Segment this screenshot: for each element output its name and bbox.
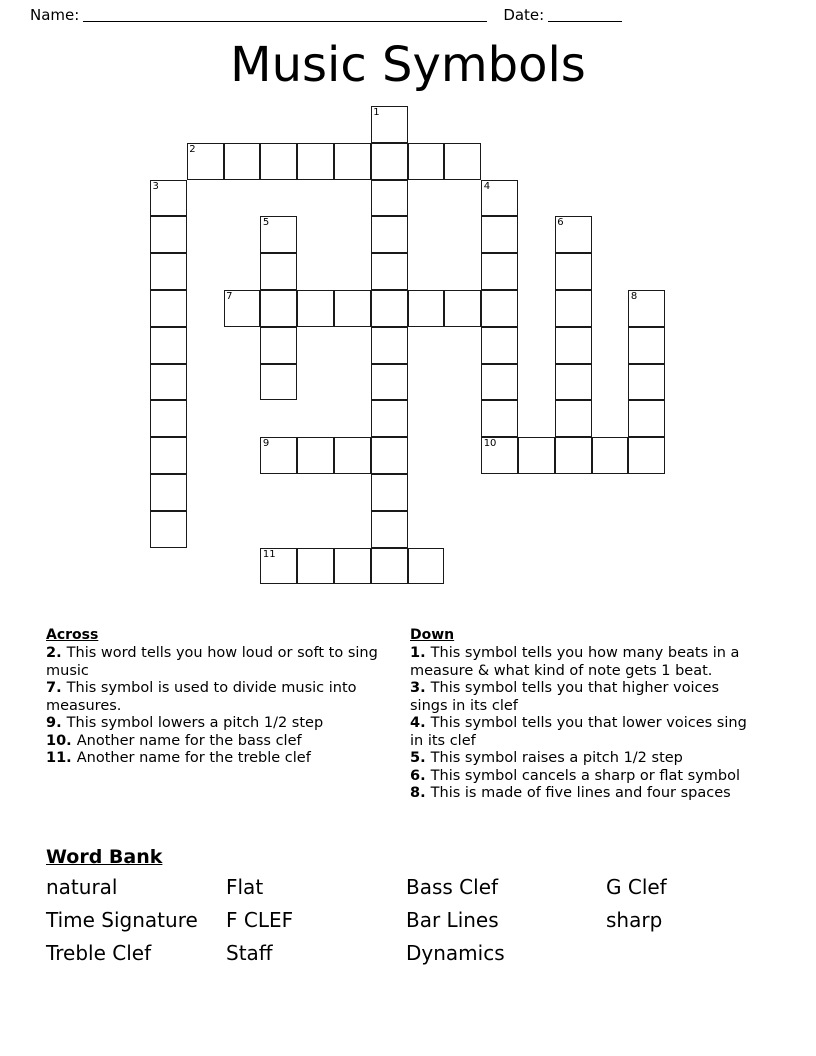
crossword-cell[interactable]	[555, 364, 592, 401]
crossword-cell[interactable]	[150, 290, 187, 327]
clue-text: Another name for the bass clef	[76, 732, 302, 749]
crossword-clue-number: 2	[189, 143, 196, 155]
word-bank-word[interactable]: Treble Clef	[46, 941, 152, 965]
page-title: Music Symbols	[230, 37, 586, 93]
crossword-cell[interactable]	[224, 290, 261, 327]
word-bank-word[interactable]: Time Signature	[46, 908, 198, 932]
clue-number: 9.	[46, 715, 67, 731]
crossword-cell[interactable]	[150, 327, 187, 364]
word-bank-word[interactable]: G Clef	[606, 875, 667, 899]
clue-number: 3.	[410, 680, 431, 696]
clue-item-across-10	[46, 733, 386, 751]
crossword-cell[interactable]	[555, 253, 592, 290]
crossword-cell[interactable]	[408, 143, 445, 180]
crossword-cell[interactable]	[260, 364, 297, 401]
crossword-clue-number: 10	[483, 438, 497, 450]
word-bank-word[interactable]: natural	[46, 875, 118, 899]
crossword-cell[interactable]	[260, 327, 297, 364]
crossword-cell[interactable]	[187, 143, 224, 180]
crossword-cell[interactable]	[297, 548, 334, 585]
word-bank-word[interactable]: Dynamics	[406, 941, 505, 965]
crossword-cell[interactable]	[628, 290, 665, 327]
crossword-cell[interactable]	[371, 290, 408, 327]
word-bank-word[interactable]: Bass Clef	[406, 875, 499, 899]
clue-text: This symbol cancels a sharp or flat symbol	[430, 767, 741, 784]
crossword-cell[interactable]	[481, 290, 518, 327]
clue-text: This symbol tells you that lower voices sing in its clef	[410, 715, 747, 749]
word-bank-grid	[46, 873, 776, 968]
clue-item-down-8	[410, 785, 760, 803]
word-bank-word[interactable]: sharp	[606, 908, 663, 932]
crossword-cell[interactable]	[260, 216, 297, 253]
crossword-cell[interactable]	[408, 290, 445, 327]
crossword-clue-number: 9	[262, 438, 270, 450]
clue-item-across-7	[46, 680, 386, 715]
crossword-cell[interactable]	[481, 180, 518, 217]
crossword-cell[interactable]	[628, 437, 665, 474]
crossword-cell[interactable]	[481, 437, 518, 474]
clue-text: This word tells you how loud or soft to sing music	[46, 645, 378, 679]
clue-text: This symbol is used to divide music into measures.	[46, 680, 357, 714]
crossword-clue-number: 3	[152, 180, 159, 192]
clue-text: This is made of five lines and four spaces	[430, 785, 731, 801]
crossword-clue-number: 1	[373, 107, 380, 118]
word-bank-word[interactable]: Staff	[226, 941, 273, 965]
crossword-cell[interactable]	[260, 253, 297, 290]
crossword-cell[interactable]	[481, 327, 518, 364]
clue-text: This symbol tells you how many beats in a measure & what kind of note gets 1 beat.	[410, 645, 740, 679]
across-clues-column	[46, 626, 386, 768]
clues-section	[0, 626, 816, 831]
crossword-cell[interactable]	[371, 437, 408, 474]
name-label: Name:	[30, 5, 80, 24]
across-heading: Across	[46, 627, 99, 643]
crossword-cell[interactable]	[260, 548, 297, 585]
word-bank-heading: Word Bank	[46, 846, 163, 868]
crossword-cell[interactable]	[150, 253, 187, 290]
crossword-cell[interactable]	[628, 364, 665, 401]
crossword-cell[interactable]	[334, 437, 371, 474]
crossword-cell[interactable]	[150, 364, 187, 401]
crossword-cell[interactable]	[371, 106, 408, 143]
clue-number: 5.	[410, 750, 431, 766]
clue-item-across-11	[46, 750, 386, 768]
across-clue-list	[46, 645, 386, 768]
crossword-cell[interactable]	[260, 143, 297, 180]
clue-item-across-2	[46, 645, 386, 680]
clue-item-down-1	[410, 645, 760, 680]
down-heading: Down	[410, 627, 455, 643]
crossword-cell[interactable]	[555, 437, 592, 474]
crossword-cell[interactable]	[150, 511, 187, 548]
date-label: Date:	[503, 5, 545, 24]
word-bank-empty-slot	[606, 939, 756, 968]
crossword-clue-number: 6	[557, 217, 564, 229]
crossword-cell[interactable]	[371, 548, 408, 585]
clue-number: 6.	[410, 767, 431, 784]
clue-item-down-3	[410, 680, 760, 715]
crossword-cell[interactable]	[408, 548, 445, 585]
crossword-clue-number: 5	[262, 217, 270, 229]
clue-text: This symbol lowers a pitch 1/2 step	[66, 715, 324, 731]
crossword-cell[interactable]	[371, 216, 408, 253]
down-clue-list	[410, 645, 760, 803]
crossword-cell[interactable]	[555, 327, 592, 364]
crossword-cell[interactable]	[481, 400, 518, 437]
word-bank-word[interactable]: Flat	[226, 875, 264, 899]
crossword-cell[interactable]	[371, 364, 408, 401]
crossword-cell[interactable]	[150, 474, 187, 511]
crossword-clue-number: 7	[226, 291, 233, 302]
clue-item-down-4	[410, 715, 760, 750]
crossword-cell[interactable]	[481, 253, 518, 290]
clue-text: Another name for the treble clef	[76, 750, 311, 766]
crossword-cell[interactable]	[371, 511, 408, 548]
down-clues-column	[410, 626, 760, 803]
word-bank-word[interactable]: F CLEF	[226, 908, 294, 932]
crossword-cell[interactable]	[555, 400, 592, 437]
clue-number: 10.	[46, 732, 77, 749]
word-bank-section	[46, 845, 776, 968]
clue-text: This symbol raises a pitch 1/2 step	[430, 750, 683, 766]
crossword-cell[interactable]	[150, 216, 187, 253]
clue-number: 11.	[46, 750, 77, 766]
crossword-cell[interactable]	[224, 143, 261, 180]
crossword-cell[interactable]	[555, 216, 592, 253]
crossword-cell[interactable]	[297, 143, 334, 180]
clue-number: 1.	[410, 645, 431, 661]
clue-number: 7.	[46, 680, 67, 696]
crossword-cell[interactable]	[371, 400, 408, 437]
crossword-cell[interactable]	[297, 437, 334, 474]
crossword-cell[interactable]	[150, 437, 187, 474]
clue-text: This symbol tells you that higher voices sings in its clef	[410, 680, 720, 714]
crossword-cell[interactable]	[481, 364, 518, 401]
clue-item-down-5	[410, 750, 760, 768]
clue-item-down-6	[410, 768, 760, 786]
crossword-cell[interactable]	[371, 180, 408, 217]
crossword-cell[interactable]	[371, 474, 408, 511]
crossword-clue-number: 8	[630, 291, 638, 302]
crossword-cell[interactable]	[371, 253, 408, 290]
crossword-cell[interactable]	[297, 290, 334, 327]
crossword-cell[interactable]	[481, 216, 518, 253]
crossword-cell[interactable]	[444, 290, 481, 327]
clue-number: 8.	[410, 785, 431, 801]
crossword-cell[interactable]	[628, 400, 665, 437]
clue-number: 4.	[410, 715, 431, 731]
word-bank-word[interactable]: Bar Lines	[406, 908, 499, 932]
crossword-cell[interactable]	[555, 290, 592, 327]
crossword-cell[interactable]	[334, 290, 371, 327]
crossword-cell[interactable]	[260, 437, 297, 474]
crossword-clue-number: 4	[483, 180, 491, 192]
crossword-cell[interactable]	[371, 327, 408, 364]
clue-number: 2.	[46, 645, 67, 661]
crossword-cell[interactable]	[150, 180, 187, 217]
crossword-cell[interactable]	[334, 548, 371, 585]
crossword-cell[interactable]	[592, 437, 629, 474]
clue-item-across-9	[46, 715, 386, 733]
crossword-cell[interactable]	[371, 143, 408, 180]
crossword-cell[interactable]	[628, 327, 665, 364]
crossword-cell[interactable]	[150, 400, 187, 437]
crossword-clue-number: 11	[262, 548, 276, 560]
crossword-cell[interactable]	[518, 437, 555, 474]
crossword-cell[interactable]	[260, 290, 297, 327]
crossword-cell[interactable]	[444, 143, 481, 180]
crossword-cell[interactable]	[334, 143, 371, 180]
